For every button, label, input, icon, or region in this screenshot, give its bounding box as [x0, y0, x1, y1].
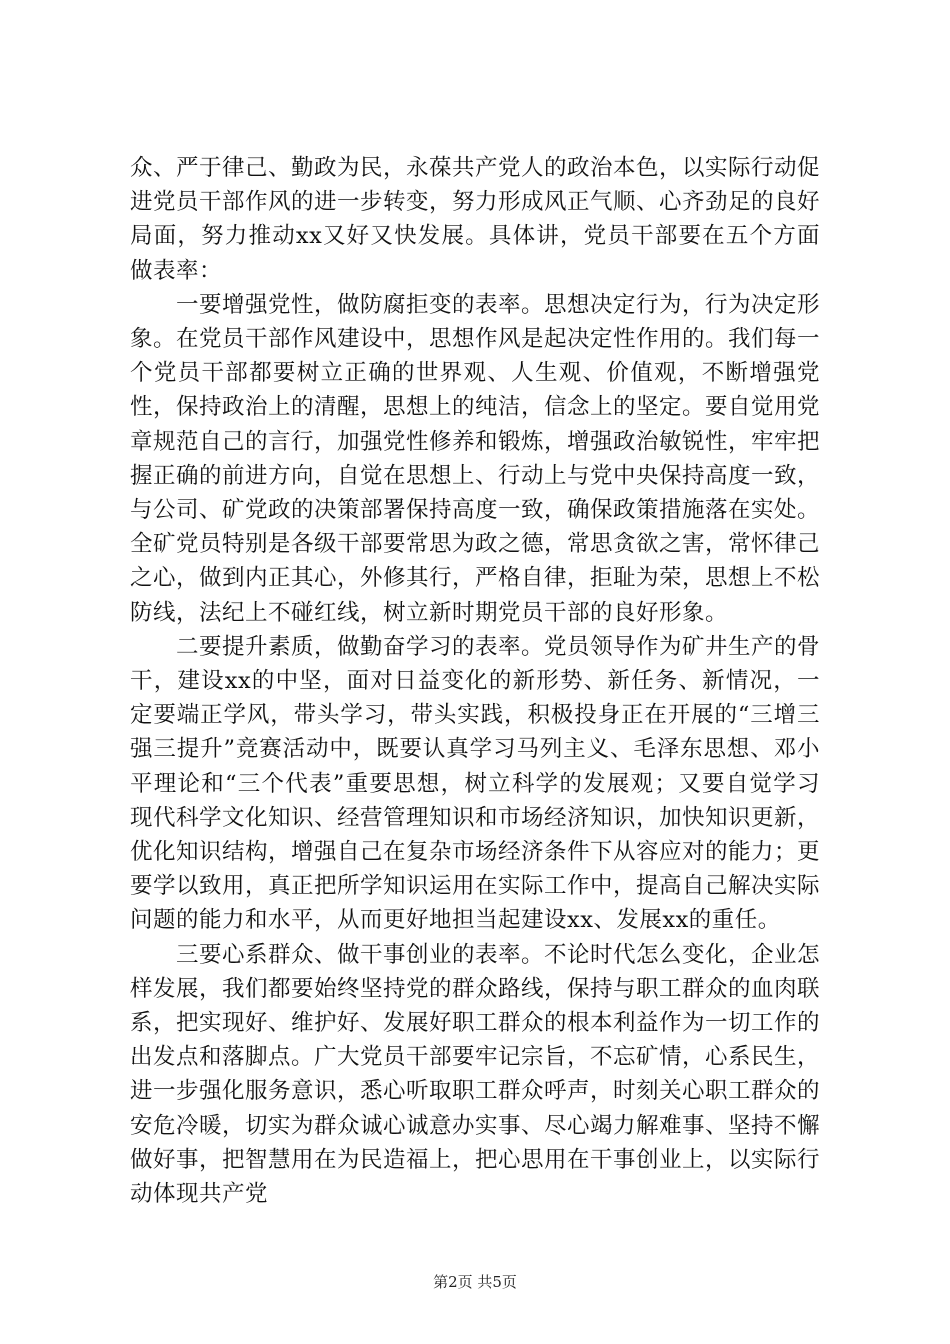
- paragraph-2: 一要增强党性，做防腐拒变的表率。思想决定行为，行为决定形象。在党员干部作风建设中，思想作风是起决定性作用的。我们每一个党员干部都要树立正确的世界观、人生观、价值观，不断增强党性，保持政治上的清醒，思想上的纯洁，信念上的坚定。要自觉用党章规范自己的言行，加强党性修养和锻炼，增强政治敏锐性，牢牢把握正确的前进方向，自觉在思想上、行动上与党中央保持高度一致，与公司、矿党政的决策部署保持高度一致，确保政策措施落在实处。全矿党员特别是各级干部要常思为政之德，常思贪欲之害，常怀律己之心，做到内正其心，外修其行，严格自律，拒耻为荣，思想上不松防线，法纪上不碰红线，树立新时期党员干部的良好形象。: [130, 291, 821, 626]
- paragraph-4: 三要心系群众、做干事创业的表率。不论时代怎么变化，企业怎样发展，我们都要始终坚持党的群众路线，保持与职工群众的血肉联系，把实现好、维护好、发展好职工群众的根本利益作为一切工作的出发点和落脚点。广大党员干部要牢记宗旨，不忘矿情，心系民生，进一步强化服务意识，悉心听取职工群众呼声，时刻关心职工群众的安危冷暖，切实为群众诚心诚意办实事、尽心竭力解难事、坚持不懈做好事，把智慧用在为民造福上，把心思用在干事创业上，以实际行动体现共产党: [130, 941, 821, 1208]
- document-body: [130, 151, 820, 1211]
- paragraph-1: 众、严于律己、勤政为民，永葆共产党人的政治本色，以实际行动促进党员干部作风的进一步转变，努力形成风正气顺、心齐劲足的良好局面，努力推动xx又好又快发展。具体讲，党员干部要在五个方面做表率：: [130, 155, 821, 284]
- paragraph-3: 二要提升素质，做勤奋学习的表率。党员领导作为矿井生产的骨干，建设xx的中坚，面对日益变化的新形势、新任务、新情况，一定要端正学风，带头学习，带头实践，积极投身正在开展的“三增三强三提升”竞赛活动中，既要认真学习马列主义、毛泽东思想、邓小平理论和“三个代表”重要思想，树立科学的发展观；又要自觉学习现代科学文化知识、经营管理知识和市场经济知识，加快知识更新，优化知识结构，增强自己在复杂市场经济条件下从容应对的能力；更要学以致用，真正把所学知识运用在实际工作中，提高自己解决实际问题的能力和水平，从而更好地担当起建设xx、发展xx的重任。: [130, 633, 821, 934]
- page-number-footer: 第2页 共5页: [433, 1273, 517, 1291]
